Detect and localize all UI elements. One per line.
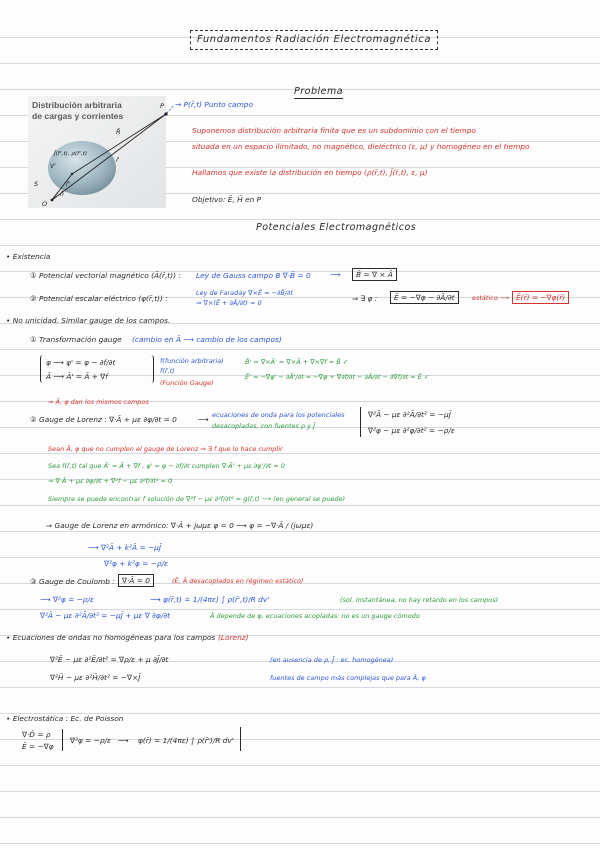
statement-line: Suponemos distribución arbitraria finita que es un subdominio con el tiempo <box>192 126 476 135</box>
gauge-transform-label: ① Transformación gauge <box>30 335 122 344</box>
figure-drawing <box>28 96 170 208</box>
gauge-function-name: f(función arbitraria) <box>160 357 224 365</box>
normal-label: n̂ <box>60 191 64 198</box>
lorenz-note-blue: ecuaciones de onda para los potenciales <box>212 411 345 419</box>
harmonic-equation: ∇²φ + k²φ = −ρ/ε <box>104 559 169 568</box>
scalar-potential-label: ② Potencial escalar eléctrico (φ(r̄,t)) : <box>30 294 168 303</box>
poisson-arrow: ⟶ <box>118 736 129 745</box>
gauge-rule: Ā ⟶ Ā' = Ā + ∇f <box>46 372 108 381</box>
problem-heading: Problema <box>294 86 344 97</box>
lorenz-gauge-label: ② Gauge de Lorenz : ∇·Ā + με ∂φ/∂t = 0 <box>30 415 177 424</box>
lorenz-existence-line: Sea f(r̄,t) tal que Ā' = Ā + ∇f , φ' = φ − ∂f/∂t cumplen ∇·Ā' + με ∂φ'/∂t = 0 <box>48 462 285 470</box>
gauge-check: B̄' = ∇×Ā' = ∇×Ā + ∇×∇f = B̄ ✓ <box>245 358 349 366</box>
lorenz-existence-line: Sean Ā, φ que no cumplen el gauge de Lorenz ⇒ ∃ f que lo hace cumplir <box>48 445 283 453</box>
vector-potential-reason: Ley de Gauss campo B ∇·B̄ = 0 <box>196 271 311 280</box>
P-label: P <box>160 102 164 110</box>
electrostatics-bullet: • Electrostática : Ec. de Poisson <box>6 714 124 723</box>
field-wave-equation: ∇²Ē − με ∂²Ē/∂t² = ∇ρ/ε + μ ∂J̄/∂t <box>50 655 169 664</box>
existence-bullet: • Existencia <box>6 252 51 261</box>
electrostatics-given: ∇·D̄ = ρ <box>22 730 51 739</box>
vector-potential-label: ① Potencial vectorial magnético (Ā(r̄,t)) : <box>30 271 181 280</box>
field-point-note: → P(r̄,t) Punto campo <box>175 100 253 109</box>
lorenz-gauge-arrow: ⟶ <box>198 415 209 424</box>
givens-bracket <box>62 729 63 751</box>
gauge-check: Ē' = −∇φ' − ∂Ā'/∂t = −∇φ + ∇∂f/∂t − ∂Ā/∂t − ∂∇f/∂t = Ē ✓ <box>245 373 430 381</box>
static-label: estático ⟶ <box>472 294 510 302</box>
vector-potential-result: B̄ = ∇ × Ā <box>352 268 397 281</box>
waves-bullet: • Ecuaciones de ondas no homogéneas para los campos <box>6 633 216 642</box>
origin-label: O <box>42 200 48 208</box>
field-wave-equation: ∇²H̄ − με ∂²H̄/∂t² = −∇×J̄ <box>50 673 141 682</box>
gauge-function-tag: (Función Gauge) <box>160 379 214 387</box>
origin-point <box>51 199 54 202</box>
field-wave-note: fuentes de campo más complejas que para Ā, φ <box>270 674 426 682</box>
objective-line: Objetivo: Ē, H̄ en P <box>192 195 262 204</box>
statement-line: Hallamos que existe la distribución en tiempo (ρ(r̄,t), J̄(r̄,t), ε, μ) <box>192 168 428 177</box>
field-point-pointer <box>167 105 174 113</box>
lorenz-existence-line: ⇒ ∇·Ā + με ∂φ/∂t + ∇²f − με ∂²f/∂t² = 0 <box>48 477 173 485</box>
source-label: J̄(r̄',t), ρ(r̄',t) <box>54 151 88 157</box>
poisson-equation: ∇²φ = −ρ/ε <box>70 736 112 745</box>
harmonic-equation: ⟶ ∇²Ā + k²Ā = −μJ̄ <box>88 543 162 552</box>
gauge-rule: φ ⟶ φ' = φ − ∂f/∂t <box>46 358 116 367</box>
lorenz-note-green: desacopladas, con fuentes ρ y J̄ <box>212 422 315 430</box>
gauge-conclusion: ⇒ Ā, φ dan los mismos campos <box>48 398 149 406</box>
volume-label: V' <box>50 163 56 170</box>
field-wave-note: (en ausencia de ρ, J̄ : ec. homogénea) <box>270 656 394 664</box>
figure-caption-line-1: Distribución arbitraria <box>32 100 122 110</box>
surface-label: S <box>34 180 39 188</box>
coulomb-poisson: ⟶ ∇²φ = −ρ/ε <box>40 595 94 604</box>
source-point <box>71 173 73 175</box>
coulomb-vector-equation: ∇²Ā − με ∂²Ā/∂t² = −μJ̄ + με ∇ ∂φ/∂t <box>40 611 171 620</box>
gauge-transform-note: (cambio en Ā ⟶ cambio de los campos) <box>132 335 282 344</box>
r-label: r̄ <box>116 156 119 164</box>
scalar-potential-result: Ē = −∇φ − ∂Ā/∂t <box>390 291 459 304</box>
coulomb-solution-note: (sol. instantánea, no hay retardo en los campos) <box>340 596 499 604</box>
potentials-heading: Potenciales Electromagnéticos <box>256 222 417 233</box>
charge-distribution-figure <box>28 96 170 208</box>
statement-line: situada en un espacio ilimitado, no magnético, dieléctrico (ε, μ) y homogéneo en el tiempo <box>192 142 530 151</box>
lorenz-existence-line: Siempre se puede encontrar f solución de ∇²f − με ∂²f/∂t² = g(r̄,t) ⟶ (en general se puede) <box>48 495 345 503</box>
poisson-solution: φ(r̄) = 1/(4πε) ∫ ρ(r̄')/R dv' <box>138 736 234 745</box>
scalar-potential-arrow: ⇒ ∃ φ : <box>352 294 378 303</box>
coulomb-condition: ∇·Ā = 0 <box>118 574 154 587</box>
coulomb-note: (Ē, Ā desacoplados en régimen estático) <box>172 577 304 585</box>
scalar-potential-reason: ⇒ ∇×(Ē + ∂Ā/∂t) = 0 <box>196 299 262 307</box>
r-prime-label: r̄' <box>66 181 71 188</box>
scalar-potential-reason: Ley de Faraday ∇×Ē = −∂B̄/∂t <box>196 289 293 297</box>
static-result: Ē(r̄) = −∇φ(r̄) <box>512 291 569 304</box>
lorenz-bracket <box>360 407 361 437</box>
lorenz-wave-equation: ∇²φ − με ∂²φ/∂t² = −ρ/ε <box>368 426 455 435</box>
electrostatics-given: Ē = −∇φ <box>22 742 54 751</box>
vector-potential-arrow: ⟶ <box>330 270 341 279</box>
coulomb-vector-note: Ā depende de φ, ecuaciones acopladas: no es un gauge cómodo <box>210 612 420 620</box>
nonunique-bullet: • No unicidad. Similar gauge de los campos. <box>6 316 171 325</box>
lorenz-harmonic: ⇒ Gauge de Lorenz en armónico: ∇·Ā + jωμε φ = 0 ⟶ φ = −∇·Ā / (jωμε) <box>46 521 314 530</box>
figure-caption-line-2: de cargas y corrientes <box>32 111 124 121</box>
coulomb-solution: ⟶ φ(r̄,t) = 1/(4πε) ∫ ρ(r̄',t)/R dv' <box>150 595 270 604</box>
gauge-function-arg: f(r̄,t) <box>160 367 175 375</box>
R-label: R̄ <box>116 128 121 136</box>
waves-tag: (Lorenz) <box>218 633 249 642</box>
lorenz-wave-equation: ∇²Ā − με ∂²Ā/∂t² = −μJ̄ <box>368 410 451 419</box>
section-divider <box>240 727 241 751</box>
page-title: Fundamentos Radiación Electromagnética <box>190 30 438 50</box>
coulomb-gauge-label: ③ Gauge de Coulomb : <box>30 577 115 586</box>
